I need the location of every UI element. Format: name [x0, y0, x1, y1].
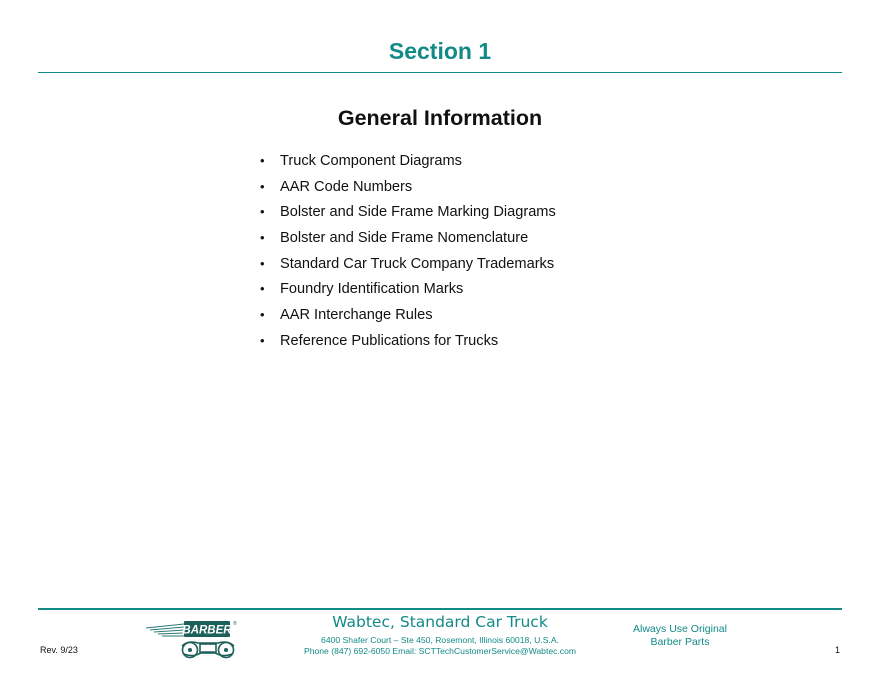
slogan-line: Barber Parts — [650, 636, 710, 648]
company-address: 6400 Shafer Court – Ste 450, Rosemont, Illinois 60018, U.S.A. — [321, 635, 559, 645]
list-item — [258, 202, 556, 228]
list-item — [258, 254, 556, 280]
bullet-icon: • — [260, 204, 265, 220]
page-number: 1 — [834, 645, 840, 655]
list-item-label: Truck Component Diagrams — [280, 153, 462, 169]
list-item-label: AAR Code Numbers — [280, 178, 413, 195]
list-item-label: Reference Publications for Trucks — [280, 332, 499, 349]
list-item-label: Bolster and Side Frame Nomenclature — [280, 230, 529, 247]
company-block — [282, 612, 598, 657]
list-item-label: AAR Interchange Rules — [280, 307, 433, 324]
bullet-icon: • — [260, 153, 265, 168]
list-item-label: Standard Car Truck Company Trademarks — [280, 255, 555, 272]
list-item-label: Foundry Identification Marks — [280, 281, 464, 298]
section-title: Section 1 — [388, 38, 492, 64]
list-item-label: Bolster and Side Frame Marking Diagrams — [280, 204, 556, 221]
barber-logo-icon — [144, 616, 240, 660]
footer-divider — [38, 608, 842, 610]
header-divider — [38, 72, 842, 73]
list-item — [258, 177, 556, 203]
topic-list — [258, 151, 556, 357]
slogan-line: Always Use Original — [633, 623, 727, 635]
bullet-icon: • — [260, 230, 265, 246]
list-item — [258, 151, 556, 177]
slogan — [620, 623, 740, 649]
list-item — [258, 279, 556, 305]
company-name: Wabtec, Standard Car Truck — [332, 613, 548, 631]
bullet-icon: • — [260, 255, 265, 271]
list-item — [258, 305, 556, 331]
revision-label: Rev. 9/23 — [40, 645, 78, 655]
company-contact: Phone (847) 692-6050 Email: SCTTechCustomerService@Wabtec.com — [303, 646, 577, 656]
bullet-icon: • — [260, 281, 265, 297]
list-item — [258, 331, 556, 357]
svg-text:®: ® — [233, 621, 237, 627]
list-item — [258, 228, 556, 254]
bullet-icon: • — [260, 178, 265, 194]
page-subtitle: General Information — [337, 106, 543, 130]
svg-text:BARBER: BARBER — [182, 624, 232, 637]
bullet-icon: • — [260, 332, 265, 348]
bullet-icon: • — [260, 307, 265, 323]
